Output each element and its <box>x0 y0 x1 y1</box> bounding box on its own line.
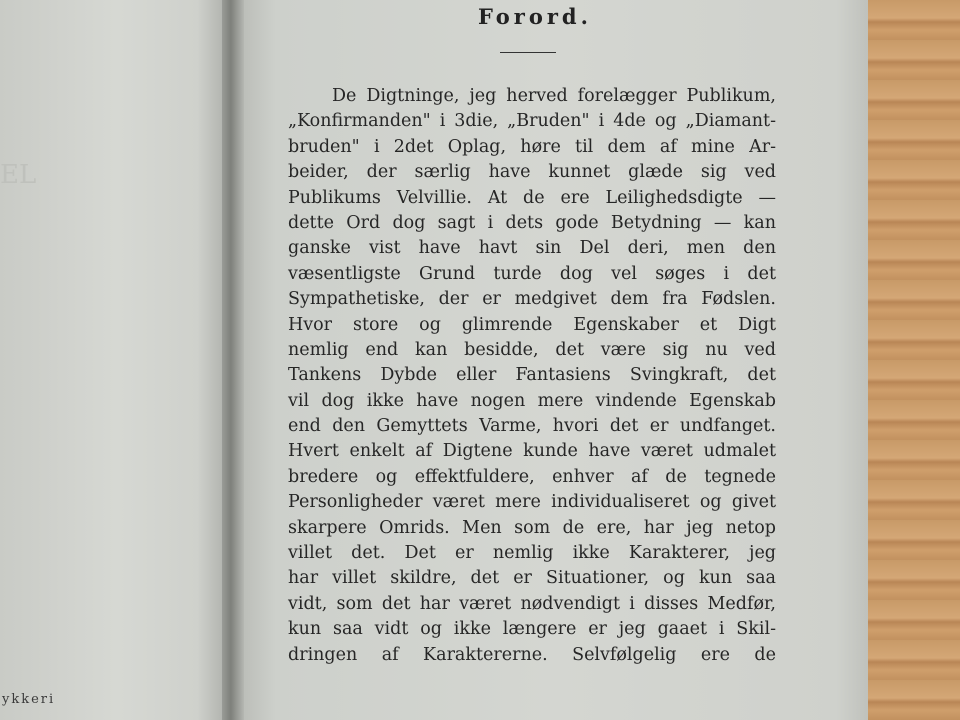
text-line: Hvert enkelt af Digtene kunde have været udmalet <box>288 441 776 462</box>
text-line: ganske vist have havt sin Del deri, men den <box>288 238 776 259</box>
text-line: væsentligste Grund turde dog vel søges i det <box>288 263 776 284</box>
text-line: Sympathetiske, der er medgivet dem fra Fødslen. <box>288 289 776 310</box>
text-line: kun saa vidt og ikke længere er jeg gaaet i Skil- <box>288 619 776 640</box>
printer-imprint: ykkeri <box>2 692 56 707</box>
book-gutter <box>222 0 244 720</box>
text-line: bruden" i 2det Oplag, høre til dem af mine Ar- <box>288 136 776 157</box>
page-title: Forord. <box>478 4 592 29</box>
text-line: dringen af Karaktererne. Selvfølgelig ere de <box>288 644 776 665</box>
left-page <box>0 0 232 720</box>
text-line: dette Ord dog sagt i dets gode Betydning — kan <box>288 212 776 233</box>
text-line: end den Gemyttets Varme, hvori det er undfanget. <box>288 416 776 437</box>
page-body-text <box>288 84 776 668</box>
text-line: har villet skildre, det er Situationer, og kun saa <box>288 568 776 589</box>
text-line: skarpere Omrids. Men som de ere, har jeg netop <box>288 517 776 538</box>
text-line: villet det. Det er nemlig ikke Karakterer, jeg <box>288 543 776 564</box>
text-line: Hvor store og glimrende Egenskaber et Digt <box>288 314 776 335</box>
text-line: „Konfirmanden" i 3die, „Bruden" i 4de og „Diamant- <box>288 111 776 132</box>
show-through-text: EL <box>0 160 37 190</box>
text-line: Personligheder været mere individualiseret og givet <box>288 492 776 513</box>
text-line: nemlig end kan besidde, det være sig nu ved <box>288 339 776 360</box>
text-line: vidt, som det har været nødvendigt i disses Medfør, <box>288 593 776 614</box>
text-line: De Digtninge, jeg herved forelægger Publikum, <box>332 86 776 106</box>
text-line: vil dog ikke have nogen mere vindende Egenskab <box>288 390 776 411</box>
text-line: Tankens Dybde eller Fantasiens Svingkraft, det <box>288 365 776 386</box>
text-line: beider, der særlig have kunnet glæde sig ved <box>288 162 776 183</box>
text-line: Publikums Velvillie. At de ere Leilighedsdigte — <box>288 187 776 208</box>
text-line: bredere og effektfuldere, enhver af de tegnede <box>288 466 776 487</box>
title-rule <box>500 52 556 53</box>
